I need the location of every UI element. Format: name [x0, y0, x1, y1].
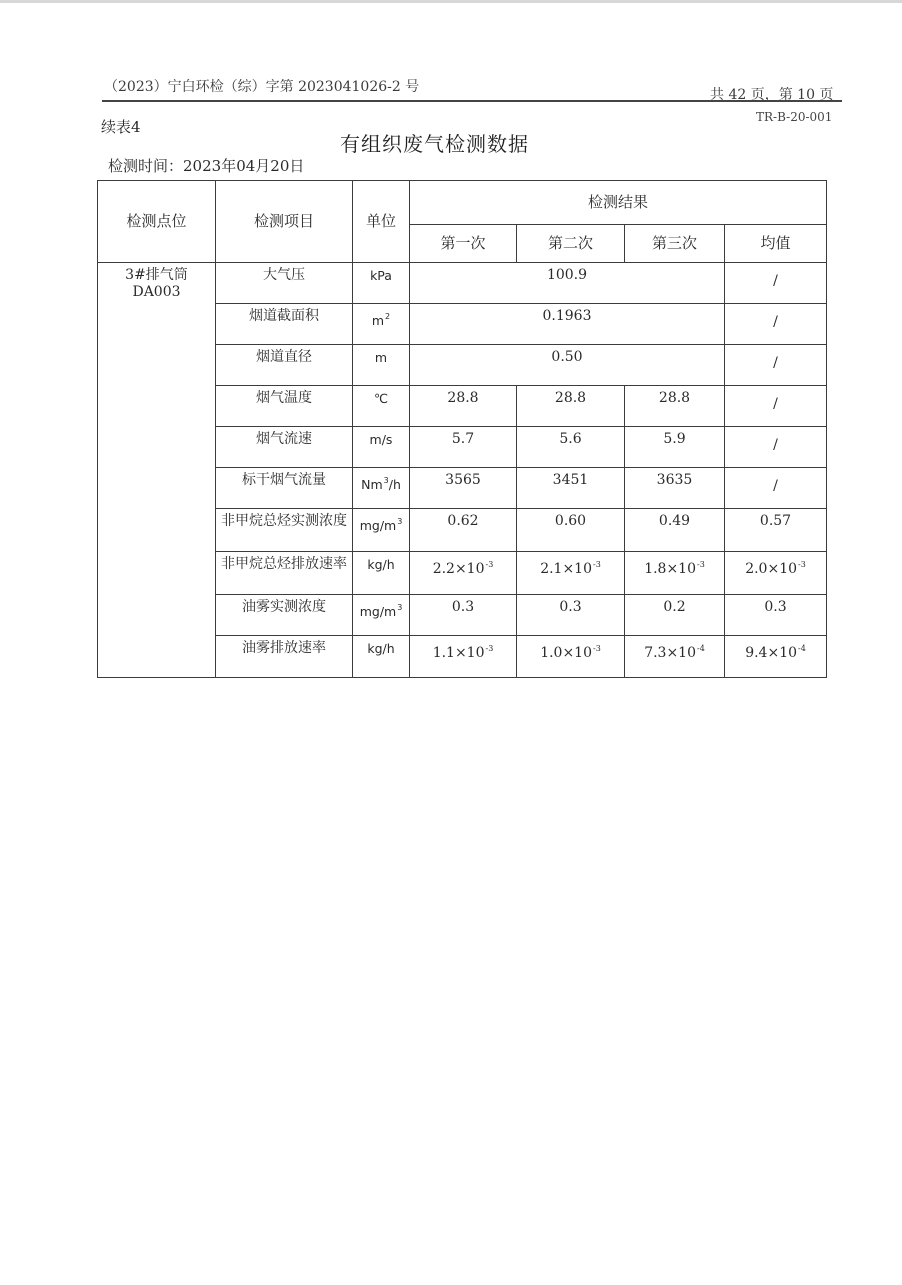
unit-superscript: 3 [383, 476, 389, 485]
avg-value: / [773, 478, 778, 494]
avg-cell [725, 386, 827, 427]
value-third: 0.2 [625, 595, 725, 636]
value-third: 28.8 [625, 386, 725, 427]
page-info: 共 42 页，第 10 页 [710, 87, 834, 103]
avg-cell [725, 427, 827, 468]
header-rule [102, 100, 842, 102]
sampling-location [98, 263, 216, 678]
value-third [625, 552, 725, 595]
avg-cell [725, 468, 827, 509]
header-item: 检测项目 [216, 181, 353, 263]
form-code: TR-B-20-001 [756, 110, 833, 124]
value-first [410, 552, 517, 595]
header-second: 第二次 [517, 225, 625, 263]
unit-cell: kg/h [353, 636, 410, 678]
avg-value: 0.57 [725, 509, 827, 552]
value-first: 0.3 [410, 595, 517, 636]
value-mantissa: 1.8×10 [644, 561, 696, 577]
test-date-label: 检测时间： [108, 157, 184, 175]
continued-label: 续表4 [101, 118, 141, 136]
unit-base: mg/m [359, 604, 397, 619]
header-third: 第三次 [625, 225, 725, 263]
avg-cell [725, 552, 827, 595]
table-row [98, 263, 827, 304]
test-date-value: 2023年04月20日 [183, 157, 305, 175]
value-second: 5.6 [517, 427, 625, 468]
value-mantissa: 2.1×10 [540, 561, 592, 577]
header-results: 检测结果 [410, 181, 827, 225]
value-mantissa: 1.0×10 [540, 645, 592, 661]
value-second: 0.60 [517, 509, 625, 552]
unit-cell [353, 595, 410, 636]
value-mantissa: 2.2×10 [432, 561, 485, 577]
unit-cell [353, 304, 410, 345]
value-first: 28.8 [410, 386, 517, 427]
report-number: （2023）宁白环检（综）字第 2023041026-2 号 [104, 79, 420, 95]
value-exponent: -3 [593, 560, 601, 569]
avg-value: 0.3 [725, 595, 827, 636]
value-exponent: -4 [697, 644, 705, 653]
unit-cell [353, 468, 410, 509]
value-exponent: -3 [798, 560, 806, 569]
item-cell: 大气压 [216, 263, 353, 304]
value-third: 5.9 [625, 427, 725, 468]
value-second: 3451 [517, 468, 625, 509]
value-second: 28.8 [517, 386, 625, 427]
unit-superscript: 3 [397, 517, 403, 526]
page-title: 有组织废气检测数据 [340, 132, 529, 156]
value-second [517, 552, 625, 595]
value-third [625, 636, 725, 678]
value-exponent: -4 [798, 644, 806, 653]
item-cell: 烟道截面积 [216, 304, 353, 345]
value-mantissa: 2.0×10 [745, 561, 798, 577]
page-top-edge [0, 0, 902, 3]
item-cell: 烟道直径 [216, 345, 353, 386]
avg-cell [725, 304, 827, 345]
avg-cell [725, 345, 827, 386]
value-second [517, 636, 625, 678]
value-exponent: -3 [593, 644, 601, 653]
merged-value: 100.9 [410, 263, 725, 304]
value-first: 5.7 [410, 427, 517, 468]
value-mantissa: 1.1×10 [432, 645, 485, 661]
avg-value: / [773, 273, 778, 289]
unit-cell: kPa [353, 263, 410, 304]
item-cell: 标干烟气流量 [216, 468, 353, 509]
header-row-1 [98, 181, 827, 225]
unit-cell: m [353, 345, 410, 386]
value-mantissa: 9.4×10 [745, 645, 798, 661]
header-location: 检测点位 [98, 181, 216, 263]
header-unit: 单位 [353, 181, 410, 263]
merged-value: 0.1963 [410, 304, 725, 345]
unit-base: mg/m [359, 518, 397, 533]
item-cell: 非甲烷总烃实测浓度 [216, 509, 353, 552]
avg-value: / [773, 314, 778, 330]
unit-cell [353, 509, 410, 552]
avg-cell [725, 636, 827, 678]
item-cell: 油雾排放速率 [216, 636, 353, 678]
value-first [410, 636, 517, 678]
unit-superscript: 3 [397, 603, 403, 612]
value-first: 0.62 [410, 509, 517, 552]
location-code: DA003 [132, 284, 181, 300]
value-third: 3635 [625, 468, 725, 509]
value-mantissa: 7.3×10 [644, 645, 696, 661]
unit-base: m [371, 313, 385, 328]
value-first: 3565 [410, 468, 517, 509]
unit-cell: kg/h [353, 552, 410, 595]
results-table [97, 180, 827, 678]
test-date [108, 155, 304, 176]
value-second: 0.3 [517, 595, 625, 636]
unit-superscript: 2 [385, 312, 391, 321]
avg-value: / [773, 396, 778, 412]
item-cell: 非甲烷总烃排放速率 [216, 552, 353, 595]
value-exponent: -3 [485, 644, 494, 653]
header-average: 均值 [725, 225, 827, 263]
value-exponent: -3 [485, 560, 494, 569]
location-name: 3#排气筒 [125, 267, 188, 283]
item-cell: 油雾实测浓度 [216, 595, 353, 636]
unit-base: Nm [361, 477, 383, 492]
header-first: 第一次 [410, 225, 517, 263]
avg-cell [725, 263, 827, 304]
unit-cell: m/s [353, 427, 410, 468]
unit-cell: ℃ [353, 386, 410, 427]
avg-value: / [773, 355, 778, 371]
value-exponent: -3 [697, 560, 705, 569]
item-cell: 烟气温度 [216, 386, 353, 427]
value-third: 0.49 [625, 509, 725, 552]
unit-suffix: /h [388, 477, 401, 492]
merged-value: 0.50 [410, 345, 725, 386]
item-cell: 烟气流速 [216, 427, 353, 468]
avg-value: / [773, 437, 778, 453]
